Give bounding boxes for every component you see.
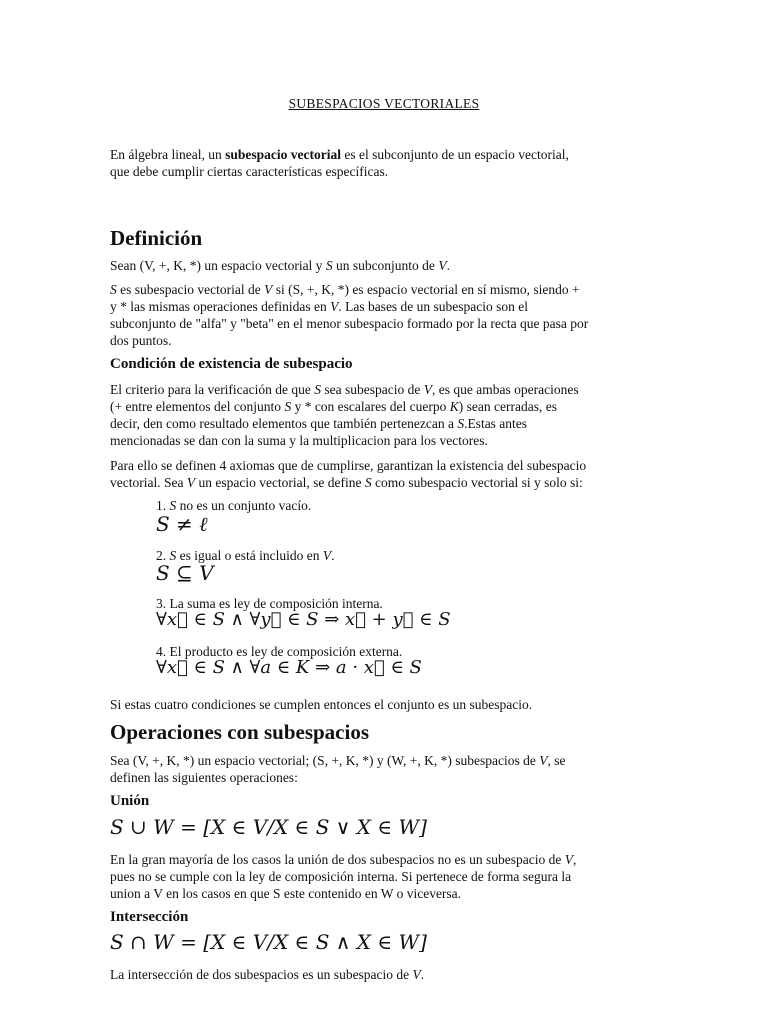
text: , es que ambas operaciones: [432, 382, 579, 397]
text: ,: [573, 852, 577, 867]
definicion-p2-line-2: [110, 298, 528, 315]
heading-operaciones: Operaciones con subespacios: [110, 720, 370, 744]
axiom-3-formula: ∀x⃗ ∈ S ∧ ∀y⃗ ∈ S ⇒ x⃗ + y⃗ ∈ S: [156, 609, 451, 630]
intro-text: es el subconjunto de un espacio vectorial,: [340, 147, 569, 162]
math-var: S: [457, 416, 465, 431]
heading-definicion: Definición: [110, 226, 203, 250]
text: Sean (V, +, K, *) un espacio vectorial y: [110, 258, 326, 273]
text: si (S, +, K, *) es espacio vectorial en sí mismo, siendo +: [272, 282, 580, 297]
axiomas-closing: Si estas cuatro condiciones se cumplen entonces el conjunto es un subespacio.: [110, 697, 533, 712]
definicion-p2-line-1: [110, 281, 580, 298]
operaciones-line-1: [110, 752, 566, 769]
math-var: V: [322, 548, 332, 563]
text: vectorial. Sea: [110, 475, 187, 490]
condicion-line-3: [110, 415, 527, 432]
text: La intersección de dos subespacios es un subespacio de: [110, 967, 413, 982]
intro-term-link[interactable]: subespacio vectorial: [225, 147, 341, 162]
math-var: S: [325, 258, 333, 273]
condicion-line-1: [110, 381, 579, 398]
condicion-line-2: [110, 398, 557, 415]
text: .: [331, 548, 335, 563]
math-var: V: [539, 753, 548, 768]
text: 2.: [156, 548, 170, 563]
text: como subespacio vectorial si y solo si:: [371, 475, 583, 490]
union-line-3: union a V en los casos en que S este contenido en W o viceversa.: [110, 886, 462, 901]
math-var: V: [330, 299, 339, 314]
text: 1.: [156, 498, 170, 513]
math-var: S: [110, 282, 117, 297]
text: En la gran mayoría de los casos la unión de dos subespacios no es un subespacio de: [110, 852, 565, 867]
axiom-1-formula: S ≠ ℓ: [156, 512, 208, 536]
text: ) sean cerradas, es: [458, 399, 557, 414]
math-var: V: [438, 258, 447, 273]
math-var: S: [284, 399, 292, 414]
math-var: V: [564, 852, 574, 867]
interseccion-formula: S ∩ W = [X ∈ V/X ∈ S ∧ X ∈ W]: [110, 930, 427, 954]
text: . Las bases de un subespacio son el: [338, 299, 529, 314]
intro-line-2: que debe cumplir ciertas características específicas.: [110, 164, 389, 179]
operaciones-line-2: definen las siguientes operaciones:: [110, 770, 298, 785]
axiom-4-label: 4. El producto es ley de composición externa.: [156, 644, 403, 659]
definicion-p2-line-3: subconjunto de "alfa" y "beta" en el menor subespacio formado por la recta que pasa por: [110, 316, 589, 331]
axiom-4-formula: ∀x⃗ ∈ S ∧ ∀a ∈ K ⇒ a · x⃗ ∈ S: [156, 657, 422, 678]
math-var: V: [264, 282, 273, 297]
math-var: V: [423, 382, 432, 397]
condicion-line-4: mencionadas se dan con la suma y la multiplicacion para los vectores.: [110, 433, 488, 448]
axiomas-intro-line-2: [110, 474, 583, 491]
text: un espacio vectorial, se define: [195, 475, 365, 490]
math-var: V: [186, 475, 196, 490]
text: decir, den como resultado elementos que también pertenezcan a: [110, 416, 458, 431]
definicion-p1: [110, 257, 450, 274]
heading-union: Unión: [110, 793, 150, 809]
text: .: [446, 258, 450, 273]
axiom-2-formula: S ⊆ V: [156, 561, 214, 585]
text: (+ entre elementos del conjunto: [110, 399, 285, 414]
union-line-1: [110, 851, 576, 868]
intro-line-1: [110, 146, 569, 163]
text: es igual o está incluido en: [176, 548, 323, 563]
text: es subespacio vectorial de: [116, 282, 265, 297]
math-var: K: [449, 399, 459, 414]
math-var: S: [364, 475, 372, 490]
axiom-3-label: 3. La suma es ley de composición interna.: [156, 596, 383, 611]
text: , se: [547, 753, 566, 768]
intro-text: En álgebra lineal, un: [110, 147, 226, 162]
math-var: S: [169, 498, 177, 513]
text: Sea (V, +, K, *) un espacio vectorial; (S, +, K, *) y (W, +, K, *) subespacios de: [110, 753, 540, 768]
math-var: V: [412, 967, 421, 982]
math-var: S: [314, 382, 322, 397]
interseccion-line-1: [110, 966, 424, 983]
text: y * con escalares del cuerpo: [291, 399, 450, 414]
document-title: SUBESPACIOS VECTORIALES: [288, 96, 480, 111]
text: .Estas antes: [464, 416, 528, 431]
axiomas-intro-line-1: Para ello se definen 4 axiomas que de cumplirse, garantizan la existencia del subespacio: [110, 458, 587, 473]
text: un subconjunto de: [332, 258, 439, 273]
text: no es un conjunto vacío.: [176, 498, 312, 513]
text: .: [420, 967, 425, 982]
text: y * las mismas operaciones definidas en: [110, 299, 331, 314]
math-var: S: [169, 548, 177, 563]
text: El criterio para la verificación de que: [110, 382, 315, 397]
definicion-p2-line-4: dos puntos.: [110, 333, 172, 348]
text: sea subespacio de: [321, 382, 424, 397]
heading-interseccion: Intersección: [110, 909, 189, 925]
heading-condicion: Condición de existencia de subespacio: [110, 356, 353, 372]
union-formula: S ∪ W = [X ∈ V/X ∈ S ∨ X ∈ W]: [110, 815, 427, 839]
union-line-2: pues no se cumple con la ley de composición interna. Si pertenece de forma segura la: [110, 869, 572, 884]
